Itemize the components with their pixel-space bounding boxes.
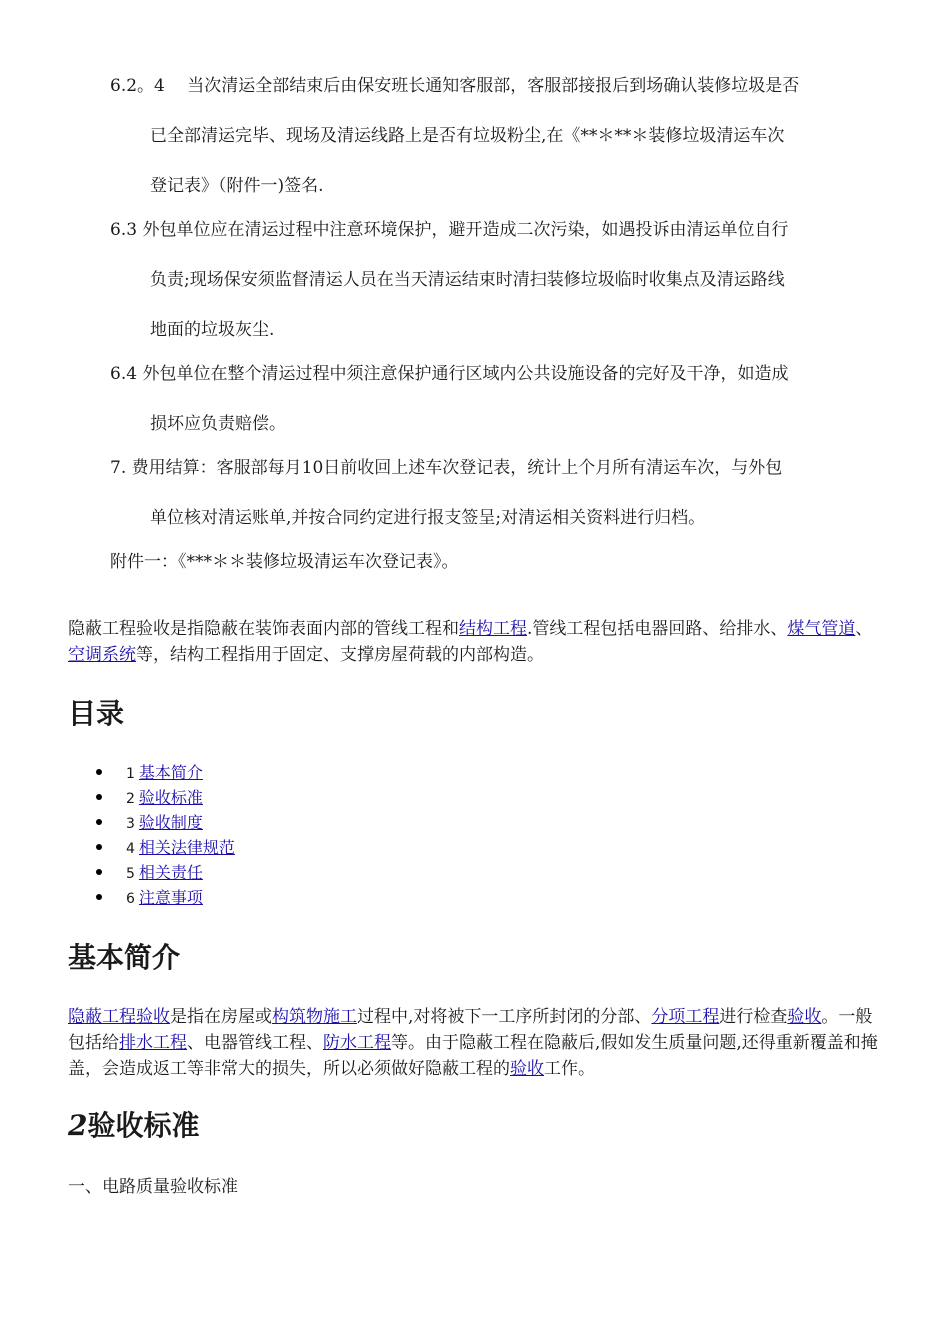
link-drainage[interactable]: 排水工程 bbox=[119, 1033, 187, 1053]
toc-title: 目录 bbox=[68, 697, 125, 730]
section-title-text: 验收标准 bbox=[87, 1109, 200, 1142]
link-air-conditioning[interactable]: 空调系统 bbox=[68, 645, 136, 665]
toc-num: 3 bbox=[126, 816, 135, 832]
toc-link-standard[interactable]: 验收标准 bbox=[138, 788, 203, 807]
clause-line: 登记表》（附件一)签名. bbox=[150, 176, 324, 196]
link-gas-pipeline[interactable]: 煤气管道 bbox=[787, 619, 856, 639]
attachment-note: 附件一：《***＊＊装修垃圾清运车次登记表》。 bbox=[110, 552, 459, 572]
section1-paragraph bbox=[68, 1004, 888, 1082]
toc-link-responsibility[interactable]: 相关责任 bbox=[138, 863, 203, 882]
text: 等，结构工程指用于固定、支撑房屋荷载的内部构造。 bbox=[136, 645, 544, 665]
text: 。一般包括给 bbox=[68, 1007, 873, 1053]
toc-item bbox=[68, 835, 235, 860]
link-hidden-acceptance[interactable]: 隐蔽工程验收 bbox=[68, 1007, 170, 1027]
text: 是指在房屋或 bbox=[170, 1007, 272, 1027]
toc-num: 5 bbox=[126, 866, 135, 882]
text: .管线工程包括电器回路、给排水、 bbox=[527, 619, 788, 639]
text: 、 bbox=[855, 619, 873, 639]
toc-num: 1 bbox=[126, 766, 135, 782]
text: 进行检查 bbox=[719, 1007, 788, 1027]
clause-line: 6.3 外包单位应在清运过程中注意环境保护，避开造成二次污染，如遇投诉由清运单位自行 bbox=[110, 220, 789, 240]
toc-item bbox=[68, 785, 235, 810]
link-construction[interactable]: 构筑物施工 bbox=[272, 1007, 357, 1027]
toc-list bbox=[68, 760, 235, 910]
toc-num: 4 bbox=[126, 841, 135, 857]
text: 工作。 bbox=[544, 1059, 595, 1079]
clause-line: 6.2。4 当次清运全部结束后由保安班长通知客服部，客服部接报后到场确认装修垃圾是否 bbox=[110, 76, 800, 96]
clause-line: 损坏应负责赔偿。 bbox=[150, 414, 286, 434]
section-title-intro: 基本简介 bbox=[68, 941, 181, 974]
bullet-icon bbox=[96, 869, 102, 875]
toc-link-notes[interactable]: 注意事项 bbox=[138, 888, 203, 907]
toc-num: 6 bbox=[126, 891, 135, 907]
toc-link-law[interactable]: 相关法律规范 bbox=[138, 838, 235, 857]
toc-item bbox=[68, 810, 235, 835]
section-title-standard bbox=[68, 1109, 200, 1142]
toc-num: 2 bbox=[126, 791, 135, 807]
bullet-icon bbox=[96, 819, 102, 825]
toc-item bbox=[68, 860, 235, 885]
clause-line: 已全部清运完毕、现场及清运线路上是否有垃圾粉尘,在《**＊**＊装修垃圾清运车次 bbox=[150, 126, 785, 146]
text: 隐蔽工程验收是指隐蔽在装饰表面内部的管线工程和 bbox=[68, 619, 459, 639]
link-waterproof[interactable]: 防水工程 bbox=[323, 1033, 391, 1053]
clause-line: 6.4 外包单位在整个清运过程中须注意保护通行区域内公共设施设备的完好及干净，如造成 bbox=[110, 364, 789, 384]
text: 等。由于隐蔽工程在隐蔽后,假如发生质量问题,还得重新覆盖和掩盖，会造成返工等非常大的损失，所以必须做好隐蔽工程的 bbox=[68, 1033, 878, 1079]
text: 过程中,对将被下一工序所封闭的分部、 bbox=[357, 1007, 652, 1027]
bullet-icon bbox=[96, 794, 102, 800]
text: 、电器管线工程、 bbox=[187, 1033, 323, 1053]
toc-item bbox=[68, 885, 235, 910]
link-acceptance[interactable]: 验收 bbox=[787, 1007, 822, 1027]
toc-link-system[interactable]: 验收制度 bbox=[138, 813, 203, 832]
clause-line: 7. 费用结算：客服部每月10日前收回上述车次登记表，统计上个月所有清运车次，与外包 bbox=[110, 458, 783, 478]
clause-line: 地面的垃圾灰尘. bbox=[150, 320, 275, 340]
toc-link-intro[interactable]: 基本简介 bbox=[138, 763, 203, 782]
link-structure-engineering[interactable]: 结构工程 bbox=[459, 619, 527, 639]
bullet-icon bbox=[96, 894, 102, 900]
clause-line: 负责;现场保安须监督清运人员在当天清运结束时清扫装修垃圾临时收集点及清运路线 bbox=[150, 270, 785, 290]
section-num: 2 bbox=[68, 1109, 88, 1142]
toc-item bbox=[68, 760, 235, 785]
clause-line: 单位核对清运账单,并按合同约定进行报支签呈;对清运相关资料进行归档。 bbox=[150, 508, 706, 528]
link-sub-item[interactable]: 分项工程 bbox=[651, 1007, 720, 1027]
subsection-electrical: 一、电路质量验收标准 bbox=[68, 1177, 238, 1197]
link-acceptance-2[interactable]: 验收 bbox=[510, 1059, 544, 1079]
bullet-icon bbox=[96, 844, 102, 850]
bullet-icon bbox=[96, 769, 102, 775]
intro-paragraph bbox=[68, 616, 888, 668]
